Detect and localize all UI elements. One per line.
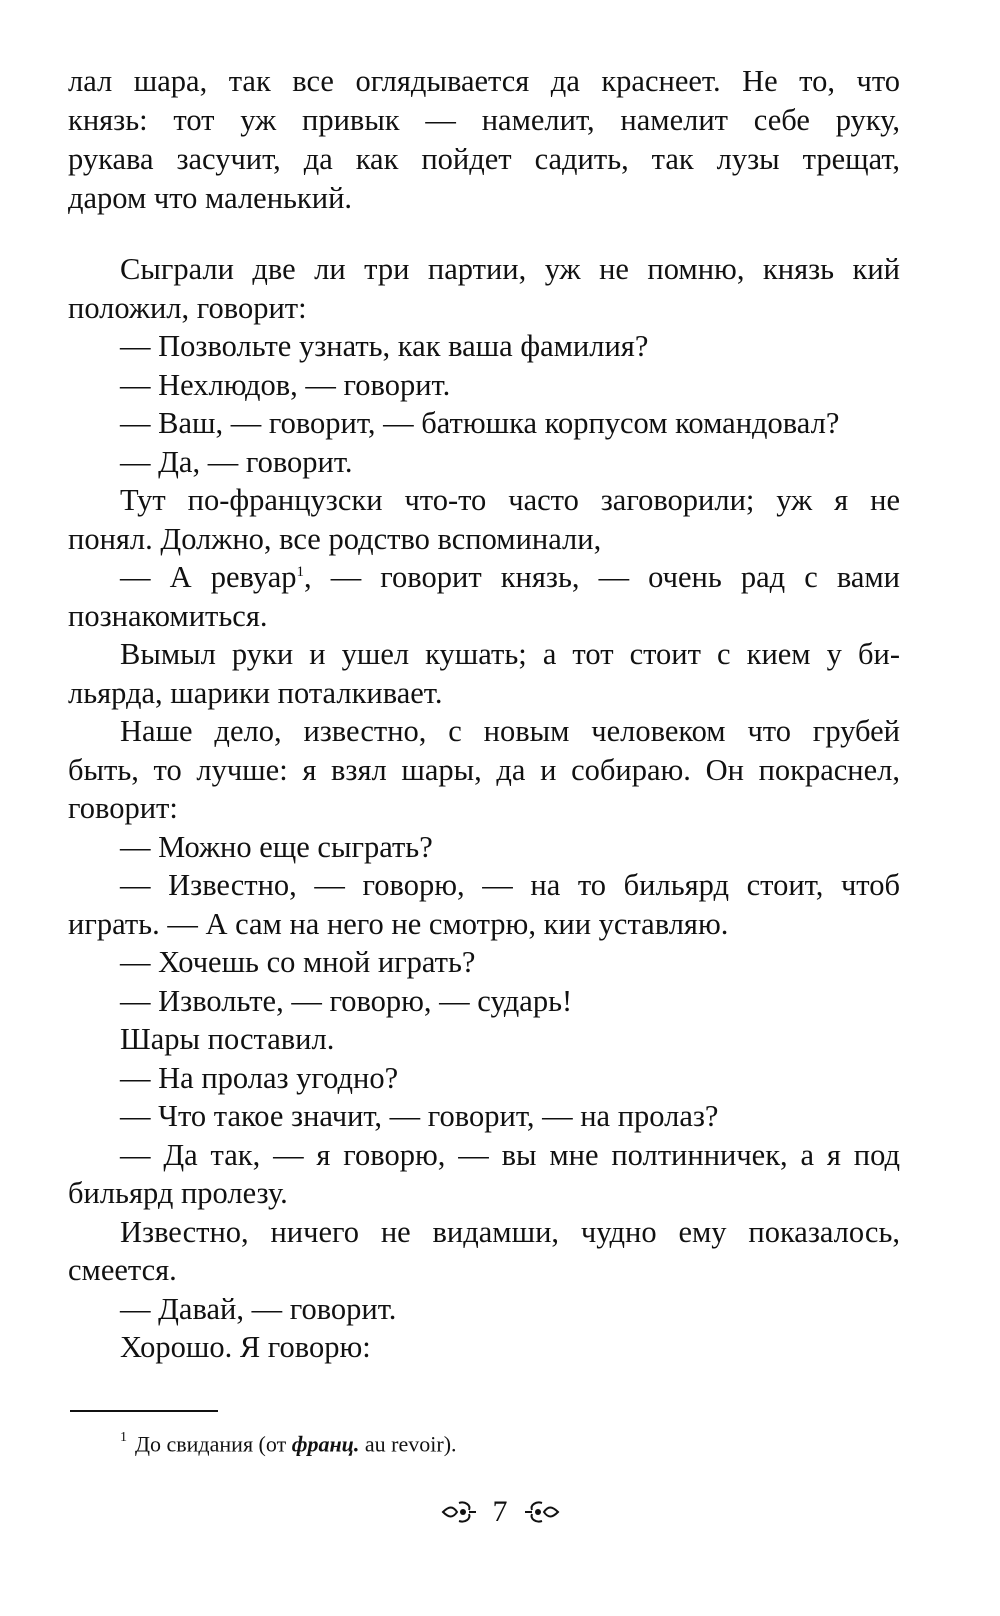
text-line: положил, говорит: [68, 291, 307, 325]
text-line: Сыграли две ли три партии, уж не помню, князь кий [120, 252, 900, 286]
text-line: — Известно, — говорю, — на то бильярд стоит, чтоб [120, 868, 900, 902]
footnote-text: До свидания (от [135, 1431, 292, 1457]
text-line: — Давай, — говорит. [120, 1292, 397, 1326]
text-line: Хорошо. Я говорю: [120, 1330, 371, 1364]
footnote-divider [70, 1410, 218, 1412]
fleuron-right-icon [524, 1497, 560, 1527]
text-line: льярда, шарики поталкивает. [68, 676, 443, 710]
text-line: смеется. [68, 1253, 177, 1287]
text-line: — Да, — говорит. [120, 445, 353, 479]
text-fragment: , — говорит князь, — очень рад с вами [304, 560, 901, 594]
text-line: Тут по-французски что-то часто заговорили; уж я не [120, 483, 900, 517]
text-line: говорит: [68, 791, 178, 825]
text-line: — Ваш, — говорит, — батюшка корпусом командовал? [120, 406, 840, 440]
text-line: Известно, ничего не видамши, чудно ему показалось, [120, 1215, 900, 1249]
text-line: Шары поставил. [120, 1022, 335, 1056]
footnote-marker: 1 [120, 1430, 127, 1445]
text-line: — Нехлюдов, — говорит. [120, 368, 451, 402]
text-line: — Хочешь со мной играть? [120, 945, 476, 979]
page-footer [0, 1492, 1000, 1532]
text-line: рукава засучит, да как пойдет садить, так лузы трещат, [68, 142, 900, 176]
page-number: 7 [492, 1495, 508, 1528]
text-line: князь: тот уж привык — намелит, намелит себе руку, [68, 103, 900, 137]
footnote-italic: франц. [291, 1431, 360, 1457]
text-line: быть, то лучше: я взял шары, да и собираю. Он покраснел, [68, 753, 900, 787]
text-line: — Извольте, — говорю, — сударь! [120, 984, 573, 1018]
text-line: играть. — А сам на него не смотрю, кии уставляю. [68, 907, 729, 941]
text-line: даром что маленький. [68, 181, 353, 215]
text-line: — Да так, — я говорю, — вы мне полтинничек, а я под [120, 1138, 900, 1172]
text-line: — На пролаз угодно? [120, 1061, 399, 1095]
footnote [120, 1425, 457, 1459]
footnote-text-end: au revoir). [359, 1431, 457, 1457]
text-line-with-footnote-ref [120, 558, 900, 596]
text-line: Наше дело, известно, с новым человеком что грубей [120, 714, 900, 748]
text-line: Вымыл руки и ушел кушать; а тот стоит с кием у би- [120, 637, 900, 671]
text-line: познакомиться. [68, 599, 268, 633]
text-line: лал шара, так все оглядывается да краснеет. Не то, что [68, 64, 900, 98]
text-line: понял. Должно, все родство вспоминали, [68, 522, 602, 556]
text-fragment: — А ревуар [120, 560, 297, 594]
text-line: бильярд пролезу. [68, 1176, 288, 1210]
fleuron-left-icon [441, 1497, 477, 1527]
text-line: — Позвольте узнать, как ваша фамилия? [120, 329, 649, 363]
text-line: — Можно еще сыграть? [120, 830, 433, 864]
text-line: — Что такое значит, — говорит, — на пролаз? [120, 1099, 719, 1133]
footnote-reference: 1 [296, 563, 304, 580]
